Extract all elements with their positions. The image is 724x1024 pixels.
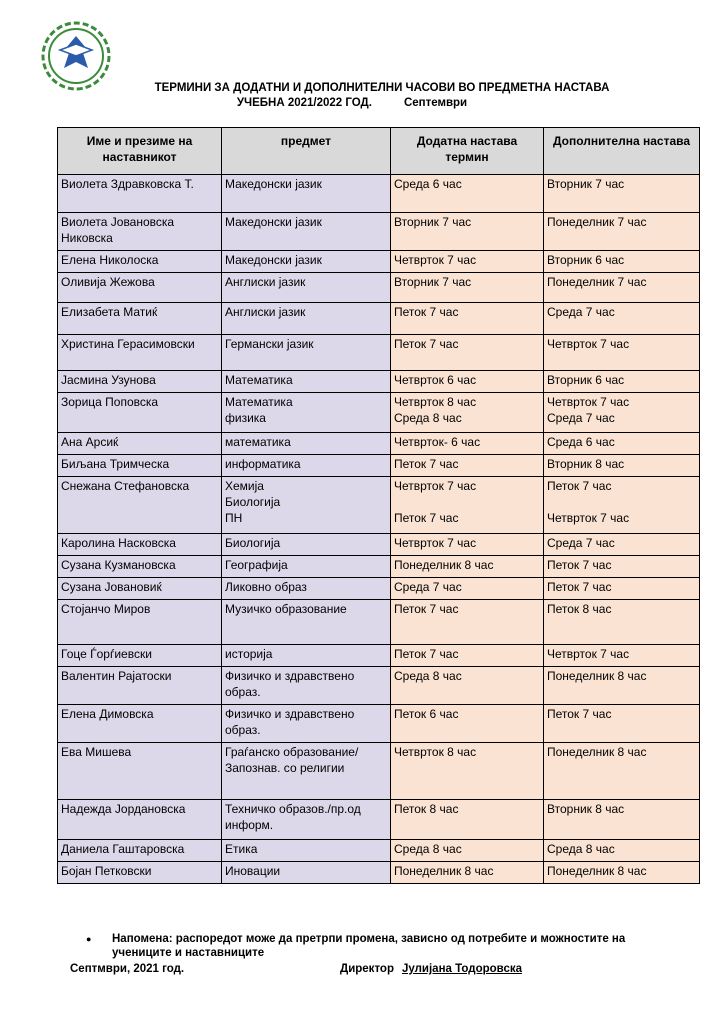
cell-subject (222, 862, 391, 884)
cell-text: Елена Николоска (61, 253, 159, 267)
cell-supplementary (544, 743, 700, 800)
cell-text: Петок 7 час (547, 558, 612, 572)
cell-additional (391, 600, 544, 645)
cell-text: Јасмина Узунова (61, 373, 156, 387)
cell-subject (222, 743, 391, 800)
cell-text (394, 494, 540, 510)
table-row (58, 862, 700, 884)
table-row (58, 303, 700, 335)
cell-text: Етика (225, 842, 258, 856)
cell-text: Елизабета Матиќ (61, 305, 158, 319)
cell-supplementary (544, 335, 700, 371)
cell-text: Вторник 6 час (547, 373, 625, 387)
cell-name (58, 371, 222, 393)
cell-text: Гоце Ѓорѓиевски (61, 647, 152, 661)
cell-text: Понеделник 8 час (394, 864, 494, 878)
month: Септември (403, 97, 468, 109)
cell-subject (222, 645, 391, 667)
cell-text: Валентин Рајатоски (61, 669, 172, 683)
cell-text: Македонски јазик (225, 177, 322, 191)
cell-text: Понеделник 7 час (547, 215, 647, 229)
cell-supplementary (544, 705, 700, 743)
cell-text: Петок 7 час (394, 457, 459, 471)
cell-name (58, 477, 222, 534)
cell-text: Сузана Кузмановска (61, 558, 176, 572)
cell-name (58, 213, 222, 251)
cell-text: Петок 7 час (547, 479, 612, 493)
cell-name (58, 303, 222, 335)
cell-supplementary (544, 175, 700, 213)
cell-text: Вторник 8 час (547, 802, 625, 816)
cell-text: Англиски јазик (225, 305, 306, 319)
cell-text: Понеделник 8 час (547, 669, 647, 683)
cell-text: Ликовно образ (225, 580, 307, 594)
cell-text: Запознав. со религии (225, 761, 345, 775)
cell-text: Каролина Насковска (61, 536, 176, 550)
table-row (58, 477, 700, 534)
cell-text: Понеделник 8 час (547, 864, 647, 878)
cell-text: Зорица Поповска (61, 395, 159, 409)
cell-text: Понеделник 7 час (547, 275, 647, 289)
cell-name (58, 273, 222, 303)
cell-text: Ана Арсиќ (61, 435, 119, 449)
cell-text: Петок 6 час (394, 707, 459, 721)
cell-text: Граѓанско образование/ (225, 745, 359, 759)
cell-text: Четврток 8 час (394, 745, 477, 759)
cell-name (58, 433, 222, 455)
cell-name (58, 175, 222, 213)
table-row (58, 455, 700, 477)
cell-additional (391, 578, 544, 600)
cell-additional (391, 743, 544, 800)
cell-text: Биологија (225, 495, 281, 509)
cell-supplementary (544, 455, 700, 477)
cell-text: Математика (225, 395, 293, 409)
schedule-table (57, 127, 700, 884)
cell-text: Биљана Тримческа (61, 457, 170, 471)
table-row (58, 578, 700, 600)
cell-name (58, 743, 222, 800)
cell-subject (222, 800, 391, 840)
bullet-icon: ● (86, 934, 92, 944)
cell-supplementary (544, 800, 700, 840)
column-header-teacher: Име и презиме на наставникот (58, 128, 222, 175)
cell-subject (222, 667, 391, 705)
cell-text: Понеделник 8 час (394, 558, 494, 572)
cell-text: Германски јазик (225, 337, 314, 351)
cell-name (58, 534, 222, 556)
cell-name (58, 455, 222, 477)
cell-name (58, 600, 222, 645)
cell-text: Македонски јазик (225, 253, 322, 267)
cell-name (58, 800, 222, 840)
cell-text: Четврток 8 час (394, 395, 477, 409)
cell-text: Техничко образов./пр.од информ. (225, 802, 361, 832)
cell-text: Биологија (225, 536, 281, 550)
director-signature (340, 963, 522, 975)
cell-text: Физичко и здравствено образ. (225, 707, 355, 737)
cell-text: Четврток 7 час (394, 536, 477, 550)
cell-text: Петок 7 час (394, 647, 459, 661)
cell-additional (391, 477, 544, 534)
cell-supplementary (544, 251, 700, 273)
table-row (58, 371, 700, 393)
cell-text: Вторник 8 час (547, 457, 625, 471)
cell-subject (222, 477, 391, 534)
cell-additional (391, 667, 544, 705)
cell-name (58, 705, 222, 743)
cell-additional (391, 455, 544, 477)
footer-date: Септмври, 2021 год. (70, 963, 185, 975)
cell-subject (222, 840, 391, 862)
table-row (58, 534, 700, 556)
table-row (58, 840, 700, 862)
cell-additional (391, 273, 544, 303)
cell-text: Петок 7 час (547, 707, 612, 721)
table-header-row (58, 128, 700, 175)
cell-name (58, 840, 222, 862)
cell-text: Четврток 7 час (547, 395, 630, 409)
cell-subject (222, 600, 391, 645)
cell-subject (222, 433, 391, 455)
cell-supplementary (544, 862, 700, 884)
table-row (58, 556, 700, 578)
cell-text: Петок 8 час (547, 602, 612, 616)
cell-text: Четврток 7 час (394, 479, 477, 493)
cell-supplementary (544, 645, 700, 667)
table-row (58, 600, 700, 645)
cell-text: Елена Димовска (61, 707, 154, 721)
cell-text: Снежана Стефановска (61, 479, 190, 493)
cell-additional (391, 800, 544, 840)
cell-subject (222, 705, 391, 743)
cell-supplementary (544, 273, 700, 303)
cell-name (58, 393, 222, 433)
cell-subject (222, 578, 391, 600)
cell-supplementary (544, 556, 700, 578)
cell-text: Иновации (225, 864, 281, 878)
cell-text: Понеделник 8 час (547, 745, 647, 759)
cell-text: Среда 7 час (547, 411, 615, 425)
cell-text: Петок 7 час (394, 305, 459, 319)
cell-text: математика (225, 435, 291, 449)
cell-additional (391, 175, 544, 213)
cell-subject (222, 175, 391, 213)
cell-text: Географија (225, 558, 288, 572)
cell-text: Среда 6 час (547, 435, 615, 449)
cell-text: Физичко и здравствено образ. (225, 669, 355, 699)
cell-text: Вторник 7 час (547, 177, 625, 191)
table-row (58, 213, 700, 251)
cell-text: информатика (225, 457, 301, 471)
table-row (58, 251, 700, 273)
cell-supplementary (544, 477, 700, 534)
cell-text: Виолета Јовановска Никовска (61, 215, 175, 245)
table-row (58, 175, 700, 213)
cell-supplementary (544, 840, 700, 862)
table-row (58, 393, 700, 433)
cell-subject (222, 303, 391, 335)
cell-subject (222, 455, 391, 477)
cell-text: Четврток- 6 час (394, 435, 481, 449)
cell-text: Оливија Жежова (61, 275, 155, 289)
cell-text: Петок 7 час (394, 511, 459, 525)
school-year: УЧЕБНА 2021/2022 ГОД. (236, 97, 372, 109)
cell-name (58, 556, 222, 578)
cell-additional (391, 534, 544, 556)
table-row (58, 667, 700, 705)
cell-text (547, 494, 696, 510)
cell-name (58, 335, 222, 371)
cell-text: Вторник 7 час (394, 215, 472, 229)
cell-additional (391, 303, 544, 335)
document-title: ТЕРМИНИ ЗА ДОДАТНИ И ДОПОЛНИТЕЛНИ ЧАСОВИ ВО ПРЕДМЕТНА НАСТАВА (154, 82, 610, 94)
cell-text: Ева Мишева (61, 745, 132, 759)
note (86, 932, 652, 960)
cell-subject (222, 556, 391, 578)
cell-additional (391, 705, 544, 743)
cell-subject (222, 534, 391, 556)
cell-supplementary (544, 667, 700, 705)
table-row (58, 273, 700, 303)
cell-supplementary (544, 303, 700, 335)
cell-text: Хемија (225, 479, 264, 493)
cell-text: Среда 7 час (547, 536, 615, 550)
cell-text: ПН (225, 511, 243, 525)
cell-text: Петок 7 час (547, 580, 612, 594)
cell-text: Музичко образование (225, 602, 347, 616)
cell-additional (391, 251, 544, 273)
cell-text: Петок 7 час (394, 602, 459, 616)
column-header-subject: предмет (222, 128, 391, 175)
cell-name (58, 645, 222, 667)
cell-subject (222, 273, 391, 303)
column-header-supplementary: Дополнителна настава (544, 128, 700, 175)
cell-text: Четврток 7 час (394, 253, 477, 267)
note-text: Напомена: распоредот може да претрпи промена, зависно од потребите и можностите на учениците и наставниците (112, 933, 626, 959)
cell-text: Среда 8 час (394, 669, 462, 683)
cell-text: Вторник 6 час (547, 253, 625, 267)
cell-text: Петок 8 час (394, 802, 459, 816)
cell-text: Четврток 7 час (547, 511, 630, 525)
cell-additional (391, 433, 544, 455)
table-row (58, 335, 700, 371)
table-row (58, 705, 700, 743)
cell-text: Среда 6 час (394, 177, 462, 191)
cell-text: Среда 7 час (547, 305, 615, 319)
cell-supplementary (544, 433, 700, 455)
cell-text: Среда 8 час (547, 842, 615, 856)
cell-text: Виолета Здравковска Т. (61, 177, 194, 191)
cell-supplementary (544, 213, 700, 251)
column-header-additional: Додатна настава термин (391, 128, 544, 175)
cell-subject (222, 371, 391, 393)
cell-additional (391, 371, 544, 393)
cell-additional (391, 840, 544, 862)
table-row (58, 645, 700, 667)
cell-text: Четврток 7 час (547, 337, 630, 351)
cell-name (58, 578, 222, 600)
cell-text: физика (225, 411, 266, 425)
cell-text: Математика (225, 373, 293, 387)
cell-supplementary (544, 393, 700, 433)
table-row (58, 743, 700, 800)
cell-supplementary (544, 534, 700, 556)
cell-text: Бојан Петковски (61, 864, 152, 878)
cell-text: Надежда Јордановска (61, 802, 186, 816)
cell-text: Вторник 7 час (394, 275, 472, 289)
cell-text: Петок 7 час (394, 337, 459, 351)
cell-name (58, 251, 222, 273)
cell-name (58, 862, 222, 884)
cell-additional (391, 556, 544, 578)
cell-supplementary (544, 371, 700, 393)
cell-subject (222, 335, 391, 371)
cell-subject (222, 213, 391, 251)
cell-subject (222, 393, 391, 433)
cell-text: Сузана Јовановиќ (61, 580, 162, 594)
cell-text: Четврток 6 час (394, 373, 477, 387)
cell-text: Македонски јазик (225, 215, 322, 229)
director-label: Директор (340, 963, 394, 975)
table-row (58, 433, 700, 455)
cell-text: Среда 7 час (394, 580, 462, 594)
cell-additional (391, 645, 544, 667)
cell-additional (391, 862, 544, 884)
cell-text: Христина Герасимовски (61, 337, 195, 351)
cell-text: Стојанчо Миров (61, 602, 151, 616)
cell-text: историја (225, 647, 273, 661)
cell-text: Среда 8 час (394, 842, 462, 856)
cell-text: Англиски јазик (225, 275, 306, 289)
document-subtitle (0, 96, 714, 110)
cell-supplementary (544, 578, 700, 600)
cell-text: Четврток 7 час (547, 647, 630, 661)
cell-name (58, 667, 222, 705)
cell-supplementary (544, 600, 700, 645)
director-name: Јулијана Тодоровска (401, 963, 522, 975)
cell-text: Среда 8 час (394, 411, 462, 425)
cell-additional (391, 335, 544, 371)
cell-additional (391, 393, 544, 433)
cell-text: Даниела Гаштаровска (61, 842, 185, 856)
table-row (58, 800, 700, 840)
cell-subject (222, 251, 391, 273)
cell-additional (391, 213, 544, 251)
